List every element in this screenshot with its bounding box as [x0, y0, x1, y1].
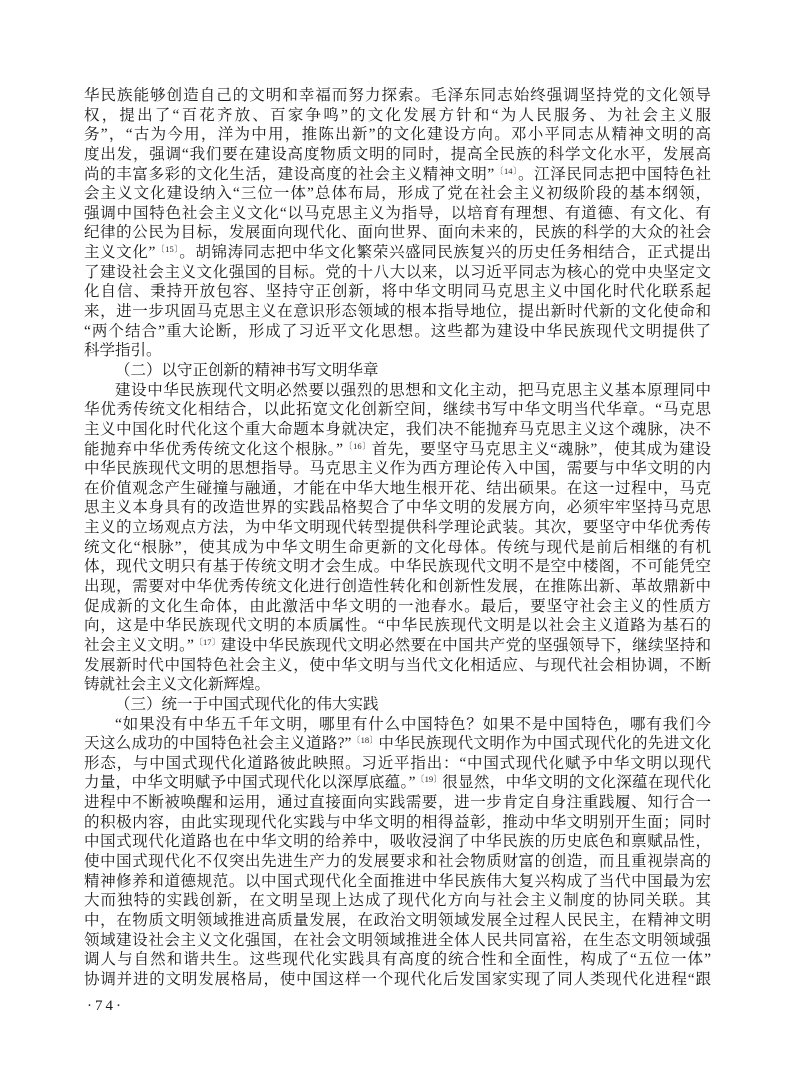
text-line: 尚的丰富多彩的文化生活，建设高度的社会主义精神文明”$^{〔14〕}$。江泽民同志把中国特色社	[84, 165, 711, 183]
text-line: 社会主义文明。”$^{〔17〕}$建设中华民族现代文明必然要在中国共产党的坚强领导下，继续坚持和	[84, 636, 711, 654]
page-number: ·74·	[87, 998, 124, 1014]
text-line: 主义中国化时代化这个重大命题本身就决定，我们决不能抛弃马克思主义这个魂脉，决不	[84, 420, 711, 438]
footnote-ref: 〔16〕	[343, 440, 372, 451]
text-line: 务”，“古为今用，洋为中用，推陈出新”的文化建设方向。邓小平同志从精神文明的高	[84, 126, 711, 144]
text-line: 出现，需要对中华优秀传统文化进行创造性转化和创新性发展，在推陈出新、革故鼎新中	[84, 578, 711, 596]
text-line: 调人与自然和谐共生。这些现代化实践具有高度的统合性和全面性，构成了“五位一体”	[84, 951, 711, 969]
text-line: 使中国式现代化不仅突出先进生产力的发展要求和社会物质财富的创造，而且重视崇高的	[84, 852, 711, 870]
text-line: 促成新的文化生命体，由此激活中华文明的一池春水。最后，要坚守社会主义的性质方	[84, 597, 711, 615]
text-line: 中华民族现代文明的思想指导。马克思主义作为西方理论传入中国，需要与中华文明的内	[84, 460, 711, 478]
text-line: 主义的立场观点方法，为中华文明现代转型提供科学理论武装。其次，要坚守中华优秀传	[84, 519, 711, 537]
text-line: 发展新时代中国特色社会主义，使中华文明与当代文化相适应、与现代社会相协调，不断	[84, 656, 711, 674]
text-line: 了建设社会主义文化强国的目标。党的十八大以来，以习近平同志为核心的党中央坚定文	[84, 263, 711, 281]
text-line: 华优秀传统文化相结合，以此拓宽文化创新空间，继续书写中华文明当代华章。“马克思	[84, 401, 711, 419]
footnote-ref: 〔14〕	[494, 165, 519, 176]
text-line: 思主义本身具有的改造世界的实践品格契合了中华文明的发展方向，必须牢牢坚持马克思	[84, 499, 711, 517]
text-line: 会主义文化建设纳入“三位一体”总体布局，形成了党在社会主义初级阶段的基本纲领，	[84, 185, 711, 203]
text-line: 在价值观念产生碰撞与融通，才能在中华大地生根开花、结出硕果。在这一过程中，马克	[84, 479, 711, 497]
footnote-ref: 〔17〕	[193, 636, 221, 647]
text-line: 协调并进的文明发展格局，使中国这样一个现代化后发国家实现了同人类现代化进程“跟	[84, 970, 711, 988]
text-line: 大而独特的实践创新，在文明呈现上达成了现代化方向与社会主义制度的协同关联。其	[84, 892, 711, 910]
text-line: 权，提出了“百花齐放、百家争鸣”的文化发展方针和“为人民服务、为社会主义服	[84, 106, 711, 124]
footnote-ref: 〔18〕	[351, 735, 379, 746]
text-line: “如果没有中华五千年文明，哪里有什么中国特色？如果不是中国特色，哪有我们今	[115, 715, 711, 733]
text-line: 度出发，强调“我们要在建设高度物质文明的同时，提高全民族的科学文化水平，发展高	[84, 145, 711, 163]
text-line: 中，在物质文明领域推进高质量发展，在政治文明领域发展全过程人民民主，在精神文明	[84, 911, 711, 929]
text-line: 力量，中华文明赋予中国式现代化以深厚底蕴。”$^{〔19〕}$很显然，中华文明的文化深蕴在现代化	[84, 774, 711, 792]
text-line: 精神修养和道德规范。以中国式现代化全面推进中华民族伟大复兴构成了当代中国最为宏	[84, 872, 711, 890]
article-body	[84, 86, 711, 989]
text-line: 天这么成功的中国特色社会主义道路?”$^{〔18〕}$中华民族现代文明作为中国式现代化的先进文化	[84, 735, 711, 753]
text-line: 领域建设社会主义文化强国，在社会文明领域推进全体人民共同富裕，在生态文明领域强	[84, 931, 711, 949]
section-heading: （二）以守正创新的精神书写文明华章	[115, 361, 379, 379]
text-line: 纪律的公民为目标，发展面向现代化、面向世界、面向未来的，民族的科学的大众的社会	[84, 224, 711, 242]
text-line: 进程中不断被唤醒和运用，通过直接面向实践需要，进一步肯定自身注重践履、知行合一	[84, 794, 711, 812]
footnote-ref: 〔19〕	[415, 774, 443, 785]
footnote-ref: 〔15〕	[155, 244, 180, 255]
text-line: “两个结合”重大论断，形成了习近平文化思想。这些都为建设中华民族现代文明提供了	[84, 322, 711, 340]
text-line: 科学指引。	[84, 342, 162, 360]
text-line: 化自信、秉持开放包容、坚持守正创新，将中华文明同马克思主义中国化时代化联系起	[84, 283, 711, 301]
text-line: 形态，与中国式现代化道路彼此映照。习近平指出：“中国式现代化赋予中华文明以现代	[84, 754, 711, 772]
text-line: 主义文化”$^{〔15〕}$。胡锦涛同志把中华文化繁荣兴盛同民族复兴的历史任务相结合，正式提出	[84, 244, 711, 262]
text-line: 体，现代文明只有基于传统文明才会生成。中华民族现代文明不是空中楼阁，不可能凭空	[84, 558, 711, 576]
text-line: 强调中国特色社会主义文化“以马克思主义为指导，以培育有理想、有道德、有文化、有	[84, 204, 711, 222]
text-line: 能抛弃中华优秀传统文化这个根脉。”$^{〔16〕}$首先，要坚守马克思主义“魂脉”，使其成为建设	[84, 440, 711, 458]
text-line: 统文化“根脉”，使其成为中华文明生命更新的文化母体。传统与现代是前后相继的有机	[84, 538, 711, 556]
section-heading: （三）统一于中国式现代化的伟大实践	[115, 695, 379, 713]
text-line: 建设中华民族现代文明必然要以强烈的思想和文化主动，把马克思主义基本原理同中	[115, 381, 711, 399]
text-line: 的积极内容，由此实现现代化实践与中华文明的相得益彰，推动中华文明别开生面；同时	[84, 813, 711, 831]
text-line: 来，进一步巩固马克思主义在意识形态领域的根本指导地位，提出新时代新的文化使命和	[84, 303, 711, 321]
text-line: 中国式现代化道路也在中华文明的给养中，吸收浸润了中华民族的历史底色和禀赋品性，	[84, 833, 711, 851]
text-line: 铸就社会主义文化新辉煌。	[84, 676, 271, 694]
text-line: 华民族能够创造自己的文明和幸福而努力探索。毛泽东同志始终强调坚持党的文化领导	[84, 87, 711, 104]
text-line: 向，这是中华民族现代文明的本质属性。“中华民族现代文明是以社会主义道路为基石的	[84, 617, 711, 635]
